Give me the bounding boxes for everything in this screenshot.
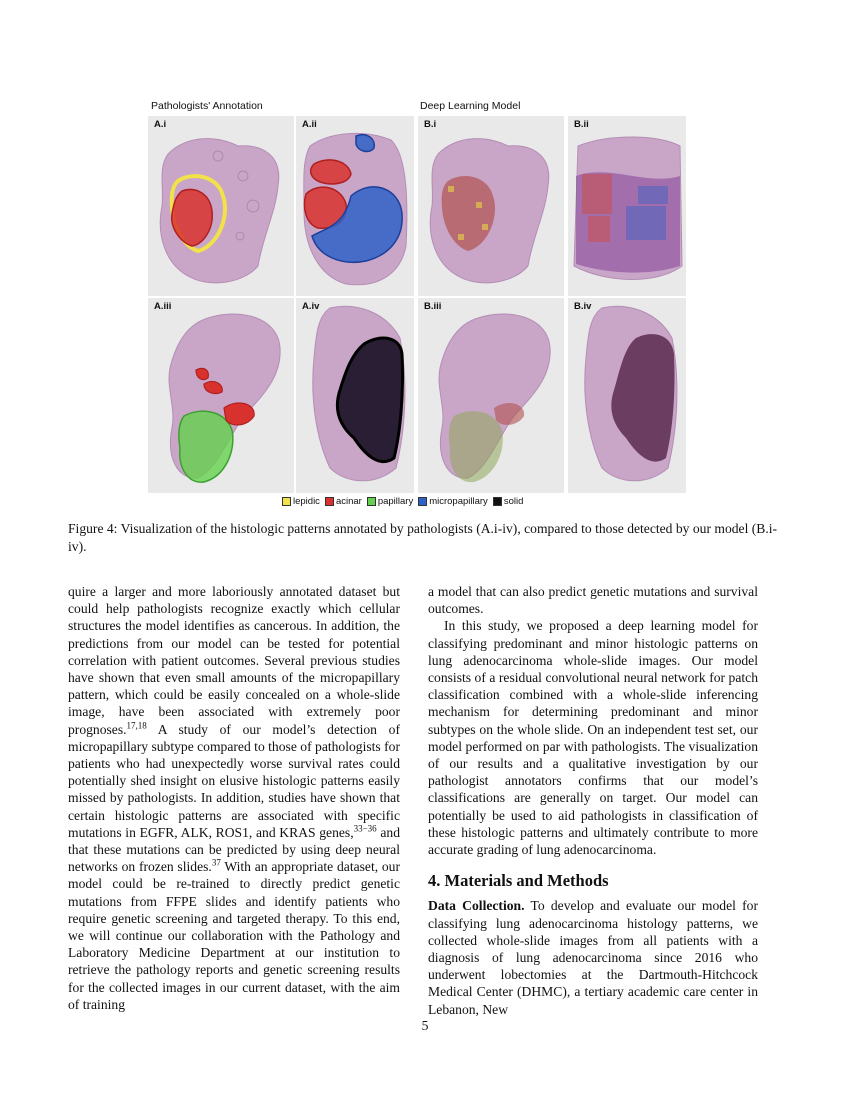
panel-a-ii	[296, 116, 414, 296]
legend-label: papillary	[377, 495, 414, 507]
legend-item-papillary	[367, 496, 413, 507]
citation: 37	[211, 857, 221, 868]
panel-b-iv	[568, 298, 686, 493]
section-title: 4. Materials and Methods	[428, 871, 609, 891]
figure-caption: Figure 4: Visualization of the histologic patterns annotated by pathologists (A.i-iv), compared to those detected by our model (B.i-iv).	[68, 521, 778, 554]
legend-item-acinar	[325, 496, 362, 507]
left-paragraph	[68, 583, 400, 1013]
legend-label: micropapillary	[429, 495, 488, 507]
right-column	[428, 583, 758, 1018]
panel-a-i	[148, 116, 294, 296]
text-run: and that these mutations can be predicted by using deep neural networks on frozen slides.	[68, 824, 401, 875]
deep-learning-model-label: Deep Learning Model	[420, 100, 521, 112]
panel-label-a-i: A.i	[154, 119, 167, 130]
pathologists-annotation-label: Pathologists' Annotation	[151, 100, 263, 112]
panel-label-b-iii: B.iii	[424, 301, 442, 312]
page-number: 5	[421, 1018, 429, 1033]
panel-b-ii	[568, 116, 686, 296]
panel-label-a-iv: A.iv	[302, 301, 320, 312]
figure-4	[148, 100, 592, 510]
lepidic-swatch-icon	[282, 497, 291, 506]
acinar-swatch-icon	[325, 497, 334, 506]
micropapillary-swatch-icon	[418, 497, 427, 506]
text-run: With an appropriate dataset, our model could be re-trained to directly predict genetic mutations from FFPE slides and identify patients who require genetic screening and targeted therapy. To this end, we will continue our collaboration with the Pathology and Laboratory Medicine Department at our institution to retrieve the pathology reports and genetic screening results for the collected images in our current dataset, with the aim of training	[68, 859, 401, 1012]
panel-label-b-iv: B.iv	[574, 301, 592, 312]
right-paragraph-2: In this study, we proposed a deep learning model for classifying predominant and minor histologic patterns on lung adenocarcinoma whole-slide images. Our model consists of a residual convolutional neural network for patch classification combined with a whole-slide inferencing mechanism for determining predominant and minor subtypes on the whole slide. On an independent test set, our model performed on par with pathologists. The visualization of our results and a qualitative investigation by our pathologist annotators confirms that our model’s classifications are generally on target. Our model can potentially be used to aid pathologists in classification of these histologic patterns and ultimately contribute to more accurate grading of lung adenocarcinoma.	[428, 618, 758, 858]
solid-swatch-icon	[493, 497, 502, 506]
papillary-swatch-icon	[367, 497, 376, 506]
left-column	[68, 583, 400, 1013]
citation: 33−36	[353, 823, 377, 834]
panel-a-iv	[296, 298, 414, 493]
right-paragraph-3	[428, 897, 758, 1017]
text-run: To develop and evaluate our model for classifying lung adenocarcinoma histology patterns, we collected whole-slide images from all patients with a diagnosis of lung adenocarcinoma since 2016 who underwent lobectomies at the Dartmouth-Hitchcock Medical Center (DHMC), a tertiary academic care center in Lebanon, New	[428, 898, 758, 1017]
panel-label-b-ii: B.ii	[574, 119, 589, 130]
panel-b-i	[418, 116, 564, 296]
right-paragraph-1: a model that can also predict genetic mutations and survival outcomes.	[428, 584, 758, 617]
legend-label: acinar	[335, 495, 362, 507]
figure-legend	[282, 494, 528, 508]
panel-label-a-iii: A.iii	[154, 301, 172, 312]
panel-label-b-i: B.i	[424, 119, 437, 130]
panel-b-iii	[418, 298, 564, 493]
text-run: A study of our model’s detection of micropapillary subtype compared to those of pathologists for patients who had unexpectedly worse survival rates could potentially shed insight on elusive histologic patterns easily missed by pathologists. In addition, studies have shown that certain histologic patterns are associated with specific mutations in EGFR, ALK, ROS1, and KRAS genes,	[68, 721, 400, 840]
citation: 17,18	[126, 720, 147, 731]
legend-label: lepidic	[293, 495, 320, 507]
legend-item-micropapillary	[418, 496, 488, 507]
text-run: quire a larger and more laboriously annotated dataset but could help pathologists recognize exactly which cellular structures the model identifies as cancerous. In addition, the predictions from our model can be tested for potential correlation with patient outcomes. Several previous studies have shown that even small amounts of the micropapillary pattern, which could be easily concealed on a whole-slide image, have been associated with extremely poor prognoses.	[68, 584, 400, 737]
legend-item-lepidic	[282, 496, 320, 507]
panel-a-iii	[148, 298, 294, 493]
legend-label: solid	[503, 495, 524, 507]
legend-item-solid	[493, 496, 524, 507]
panel-label-a-ii: A.ii	[302, 119, 317, 130]
run-in-heading: Data Collection.	[428, 898, 525, 914]
